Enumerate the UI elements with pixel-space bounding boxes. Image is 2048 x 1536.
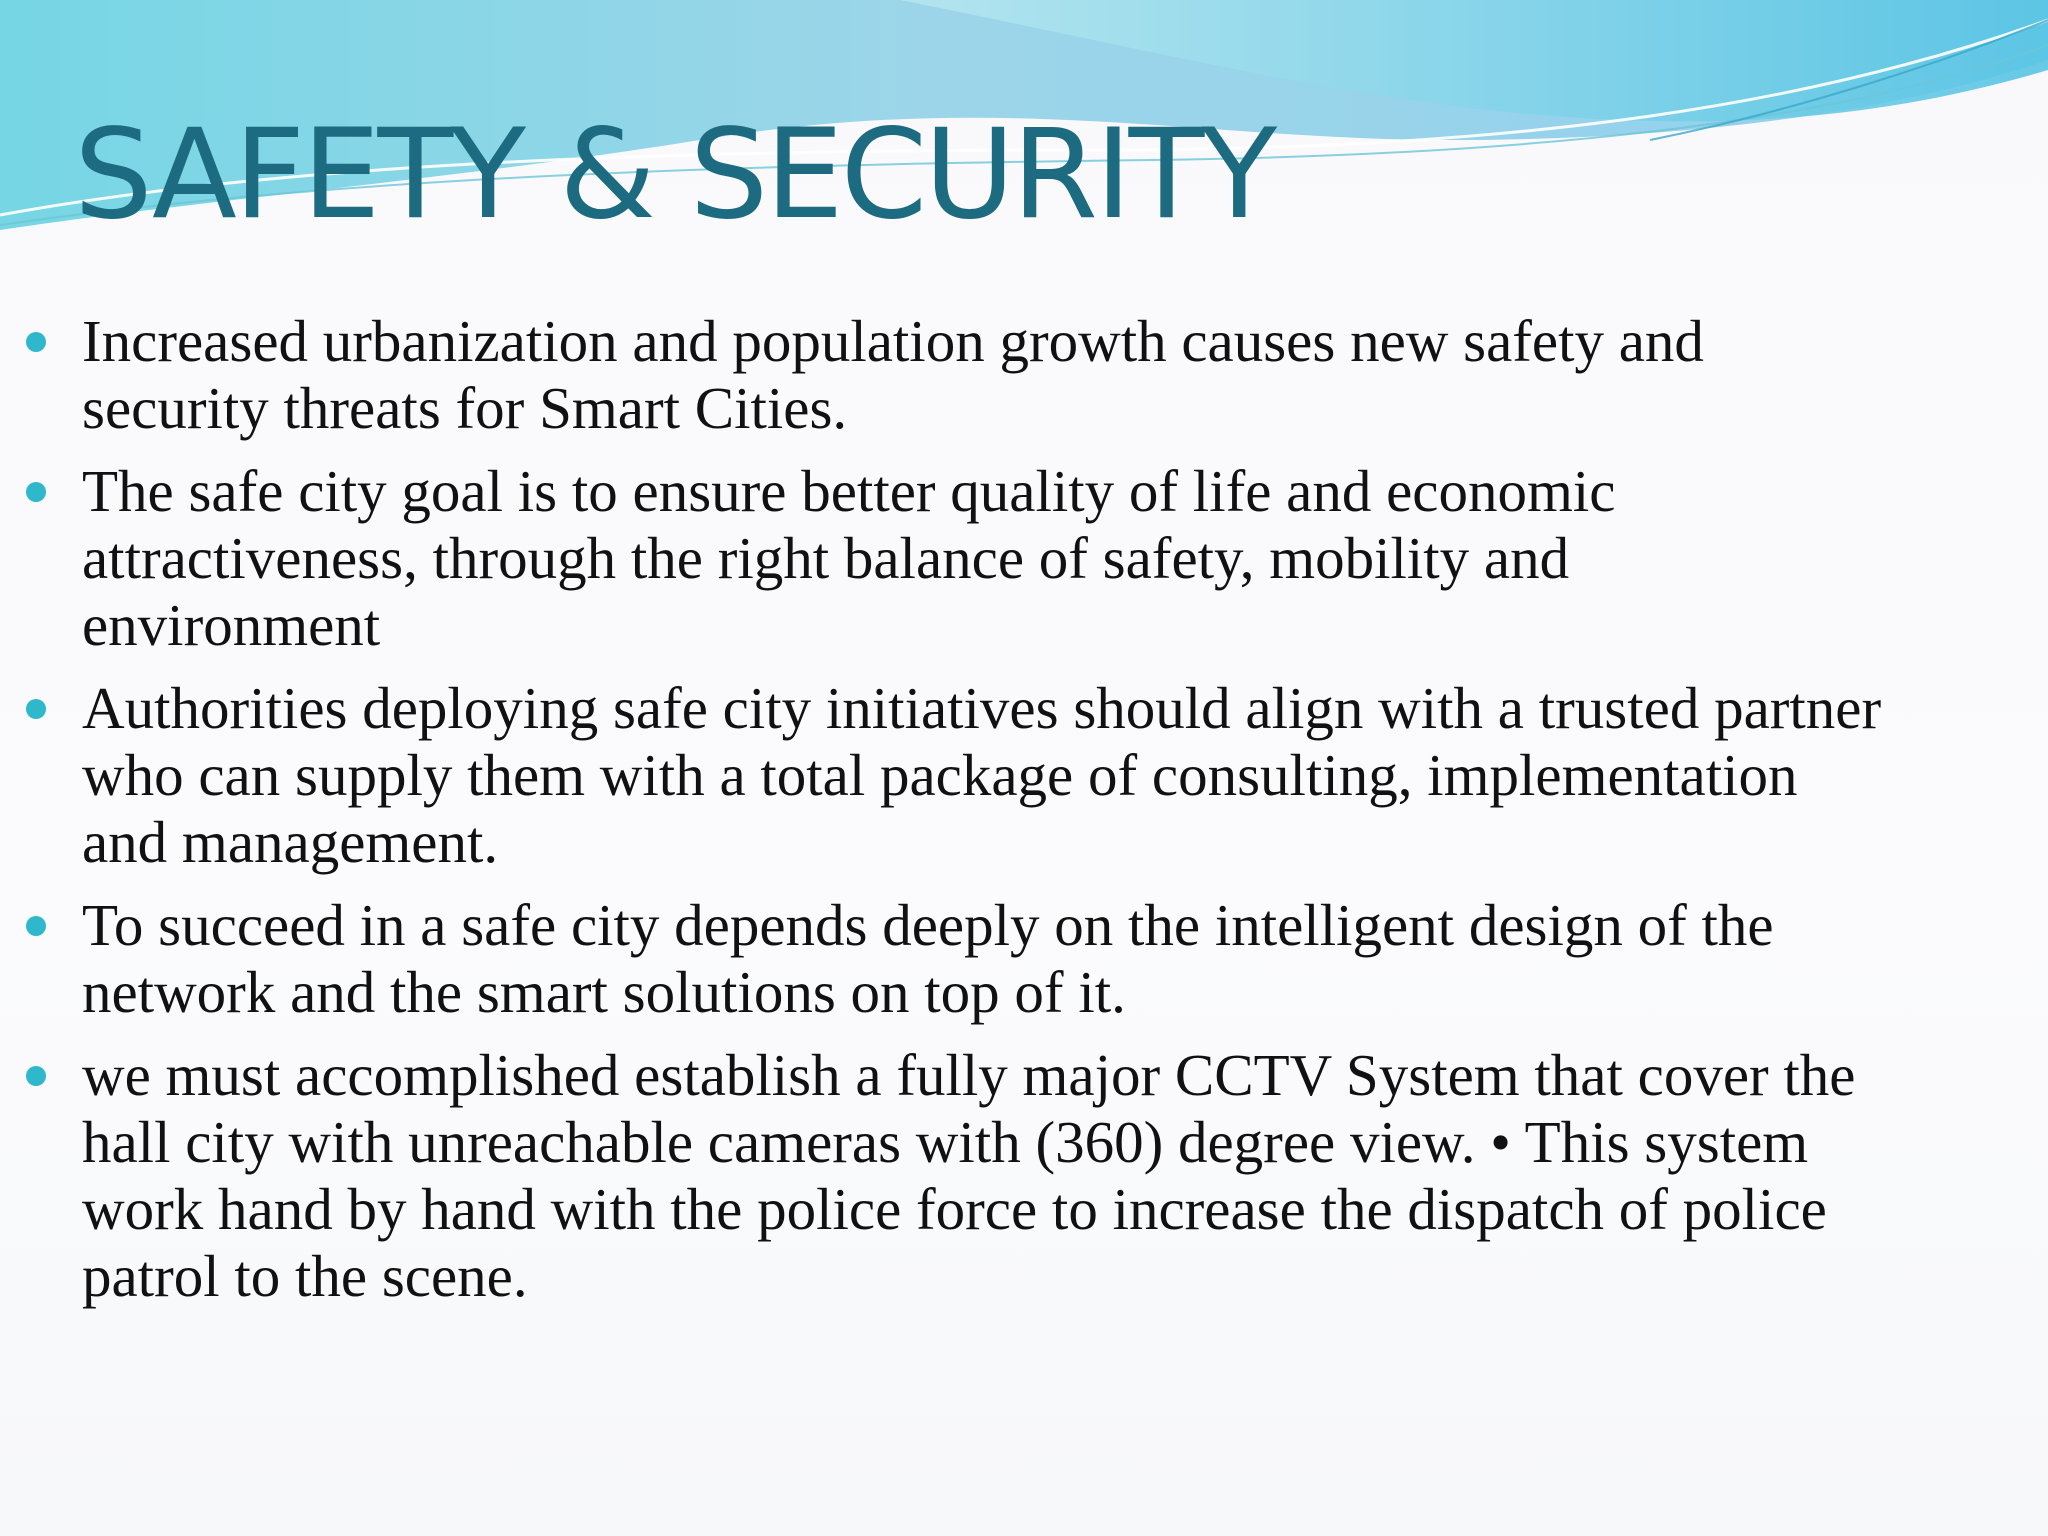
bullet-text: Authorities deploying safe city initiatives should align with a trusted partner who can supply them with a total package of consulting, implementation and management. <box>82 675 1882 875</box>
bullet-item <box>22 892 1882 1026</box>
bullet-item <box>22 1042 1882 1310</box>
bullet-dot-icon <box>26 1066 46 1086</box>
bullet-list <box>22 308 1882 1326</box>
bullet-text: To succeed in a safe city depends deeply on the intelligent design of the network and the smart solutions on top of it. <box>82 892 1774 1025</box>
bullet-dot-icon <box>26 332 46 352</box>
bullet-dot-icon <box>26 699 46 719</box>
slide-title: SAFETY & SECURITY <box>74 103 1275 247</box>
bullet-text: The safe city goal is to ensure better quality of life and economic attractiveness, through the right balance of safety, mobility and environment <box>82 458 1616 658</box>
bullet-item <box>22 675 1882 876</box>
bullet-text: we must accomplished establish a fully major CCTV System that cover the hall city with unreachable cameras with (360) degree view. • This system work hand by hand with the police force to increase the dispatch of police patrol to the scene. <box>82 1042 1856 1309</box>
bullet-item <box>22 458 1882 659</box>
bullet-item <box>22 308 1882 442</box>
bullet-dot-icon <box>26 916 46 936</box>
bullet-text: Increased urbanization and population growth causes new safety and security threats for Smart Cities. <box>82 308 1704 441</box>
bullet-dot-icon <box>26 482 46 502</box>
